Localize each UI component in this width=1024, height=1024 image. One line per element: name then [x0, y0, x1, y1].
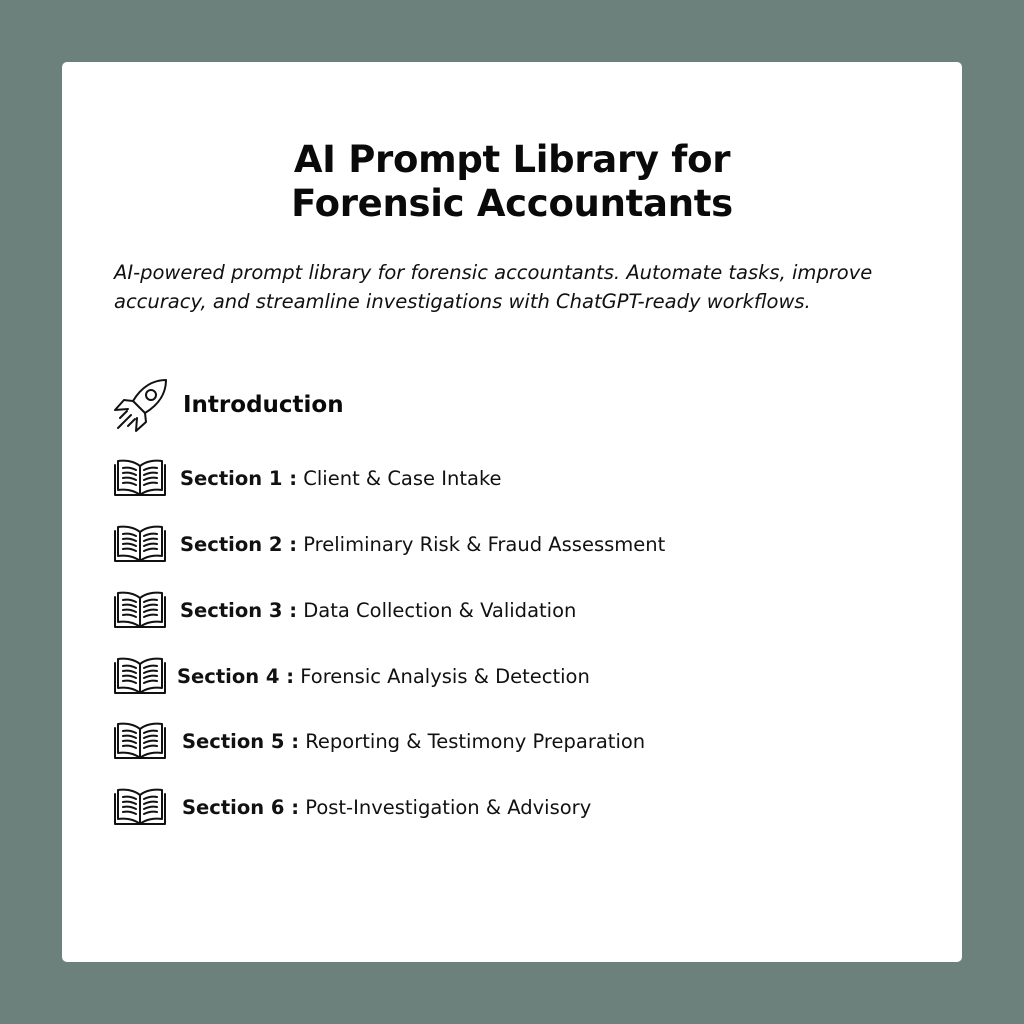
open-book-icon — [113, 589, 167, 631]
rocket-icon — [112, 376, 170, 434]
section-label — [180, 533, 665, 556]
section-number: Section 3 : — [180, 598, 298, 622]
section-item-2[interactable] — [113, 523, 665, 565]
section-item-5[interactable] — [113, 720, 645, 762]
section-item-6[interactable] — [113, 786, 591, 828]
section-item-3[interactable] — [113, 589, 576, 631]
section-name: Client & Case Intake — [297, 466, 502, 490]
section-label — [182, 730, 645, 753]
section-item-4[interactable] — [113, 655, 590, 697]
section-number: Section 5 : — [182, 729, 300, 753]
section-number: Section 2 : — [180, 532, 298, 556]
section-name: Preliminary Risk & Fraud Assessment — [297, 532, 666, 556]
section-number: Section 6 : — [182, 795, 300, 819]
section-number: Section 4 : — [177, 664, 295, 688]
page-description: AI-powered prompt library for forensic accountants. Automate tasks, improve accuracy, and streamline investigations with ChatGPT-ready workflows. — [114, 261, 873, 313]
page-title-line-1: AI Prompt Library for — [293, 138, 731, 181]
open-book-icon — [113, 655, 167, 697]
introduction-item[interactable] — [112, 376, 344, 434]
section-label — [180, 599, 576, 622]
section-label — [177, 665, 590, 688]
open-book-icon — [113, 720, 167, 762]
section-number: Section 1 : — [180, 466, 298, 490]
page-title-line-2: Forensic Accountants — [291, 182, 733, 225]
section-label — [180, 467, 502, 490]
section-name: Data Collection & Validation — [297, 598, 577, 622]
open-book-icon — [113, 786, 167, 828]
open-book-icon — [113, 457, 167, 499]
page-title — [0, 138, 1024, 226]
introduction-label: Introduction — [183, 392, 344, 418]
section-name: Reporting & Testimony Preparation — [299, 729, 646, 753]
section-item-1[interactable] — [113, 457, 502, 499]
section-label — [182, 796, 591, 819]
section-name: Forensic Analysis & Detection — [294, 664, 590, 688]
open-book-icon — [113, 523, 167, 565]
section-name: Post-Investigation & Advisory — [299, 795, 592, 819]
